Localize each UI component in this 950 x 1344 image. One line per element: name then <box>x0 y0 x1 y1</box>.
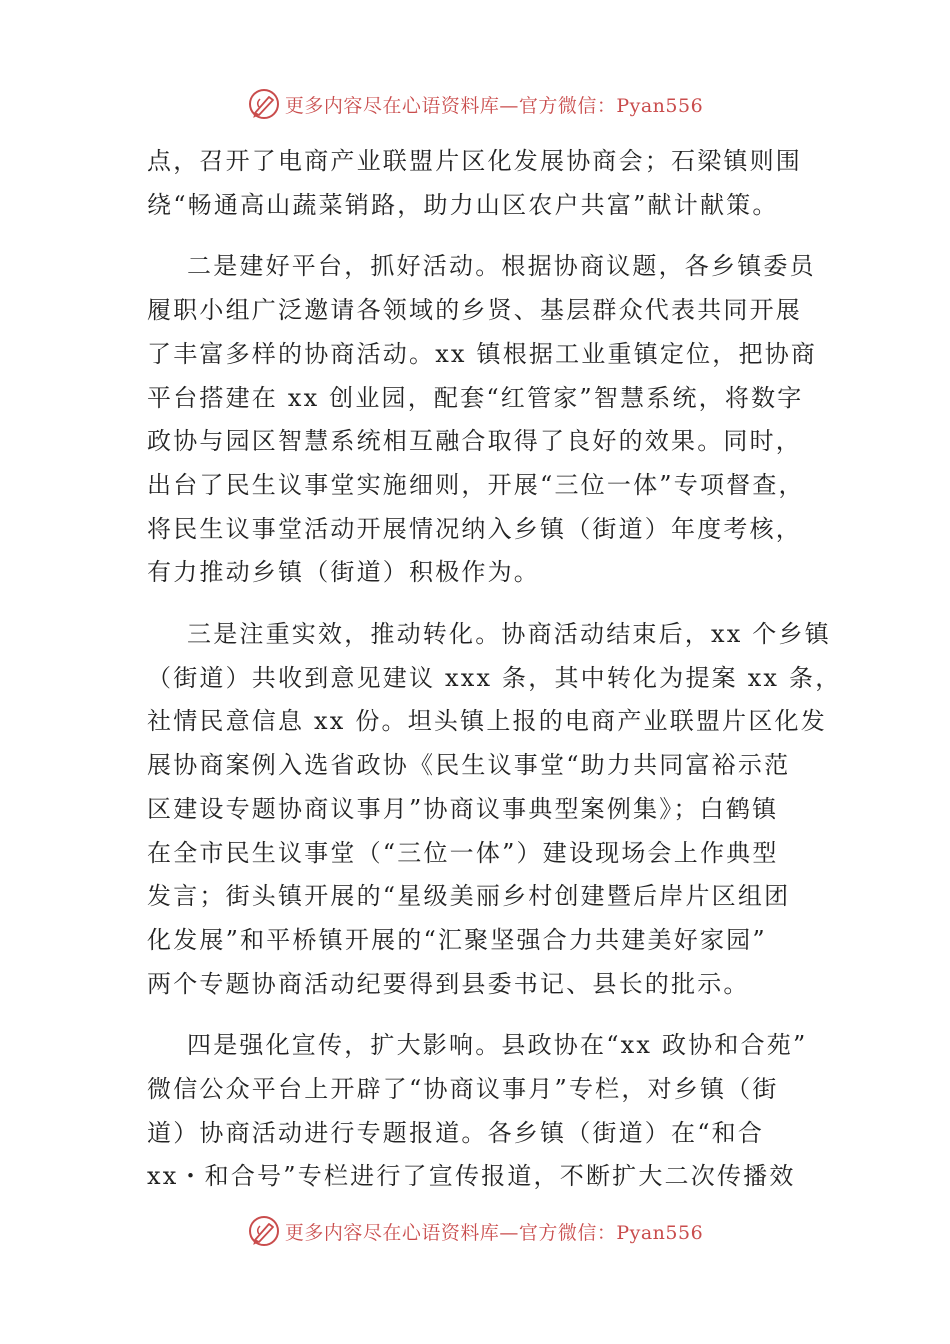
banner-text: 更多内容尽在心语资料库—官方微信：Pyan556 <box>284 94 704 117</box>
text-line: 区建设专题协商议事月”协商议事典型案例集》；白鹤镇 <box>147 794 779 823</box>
text-line: 两个专题协商活动纪要得到县委书记、县长的批示。 <box>147 969 750 998</box>
text-line: 有力推动乡镇（街道）积极作为。 <box>147 558 540 587</box>
text-line: 在全市民生议事堂（“三位一体”）建设现场会上作典型 <box>147 838 779 867</box>
paragraph-platform <box>147 245 818 595</box>
text-line: 化发展”和平桥镇开展的“汇聚坚强合力共建美好家园” <box>147 925 767 954</box>
text-line: 了丰富多样的协商活动。xx 镇根据工业重镇定位，把协商 <box>147 339 818 368</box>
text-line: 履职小组广泛邀请各领域的乡贤、基层群众代表共同开展 <box>147 296 802 325</box>
paragraph-publicity <box>147 1024 809 1199</box>
text-line: 展协商案例入选省政协《民生议事堂“助力共同富裕示范 <box>147 751 791 780</box>
paragraph-continuation <box>147 140 809 227</box>
text-line: 将民生议事堂活动开展情况纳入乡镇（街道）年度考核， <box>147 514 802 543</box>
pen-logo-icon <box>247 1214 281 1248</box>
text-line: 道）协商活动进行专题报道。各乡镇（街道）在“和合 <box>147 1118 765 1147</box>
text-line: 微信公众平台上开辟了“协商议事月”专栏，对乡镇（街 <box>147 1075 779 1104</box>
text-line: 出台了民生议事堂实施细则，开展“三位一体”专项督查， <box>147 470 805 499</box>
text-line: 四是强化宣传，扩大影响。县政协在“xx 政协和合苑” <box>187 1031 808 1060</box>
footer-banner <box>0 1209 950 1253</box>
text-line: 绕“畅通高山蔬菜销路，助力山区农户共富”献计献策。 <box>147 190 779 219</box>
text-line: 政协与园区智慧系统相互融合取得了良好的效果。同时， <box>147 427 802 456</box>
document-body <box>147 140 842 1199</box>
text-line: 二是建好平台，抓好活动。根据协商议题，各乡镇委员 <box>187 252 816 281</box>
paragraph-results <box>147 613 842 1006</box>
text-line: 三是注重实效，推动转化。协商活动结束后，xx 个乡镇 <box>187 620 831 649</box>
text-line: xx・和合号”专栏进行了宣传报道，不断扩大二次传播效 <box>147 1162 796 1191</box>
banner-text: 更多内容尽在心语资料库—官方微信：Pyan556 <box>284 1221 704 1244</box>
text-line: （街道）共收到意见建议 xxx 条，其中转化为提案 xx 条， <box>147 663 842 692</box>
text-line: 社情民意信息 xx 份。坦头镇上报的电商产业联盟片区化发 <box>147 707 827 736</box>
header-banner <box>0 82 950 126</box>
text-line: 发言；街头镇开展的“星级美丽乡村创建暨后岸片区组团 <box>147 882 791 911</box>
text-line: 平台搭建在 xx 创业园，配套“红管家”智慧系统，将数字 <box>147 383 804 412</box>
pen-logo-icon <box>247 87 281 121</box>
text-line: 点，召开了电商产业联盟片区化发展协商会；石梁镇则围 <box>147 147 802 175</box>
